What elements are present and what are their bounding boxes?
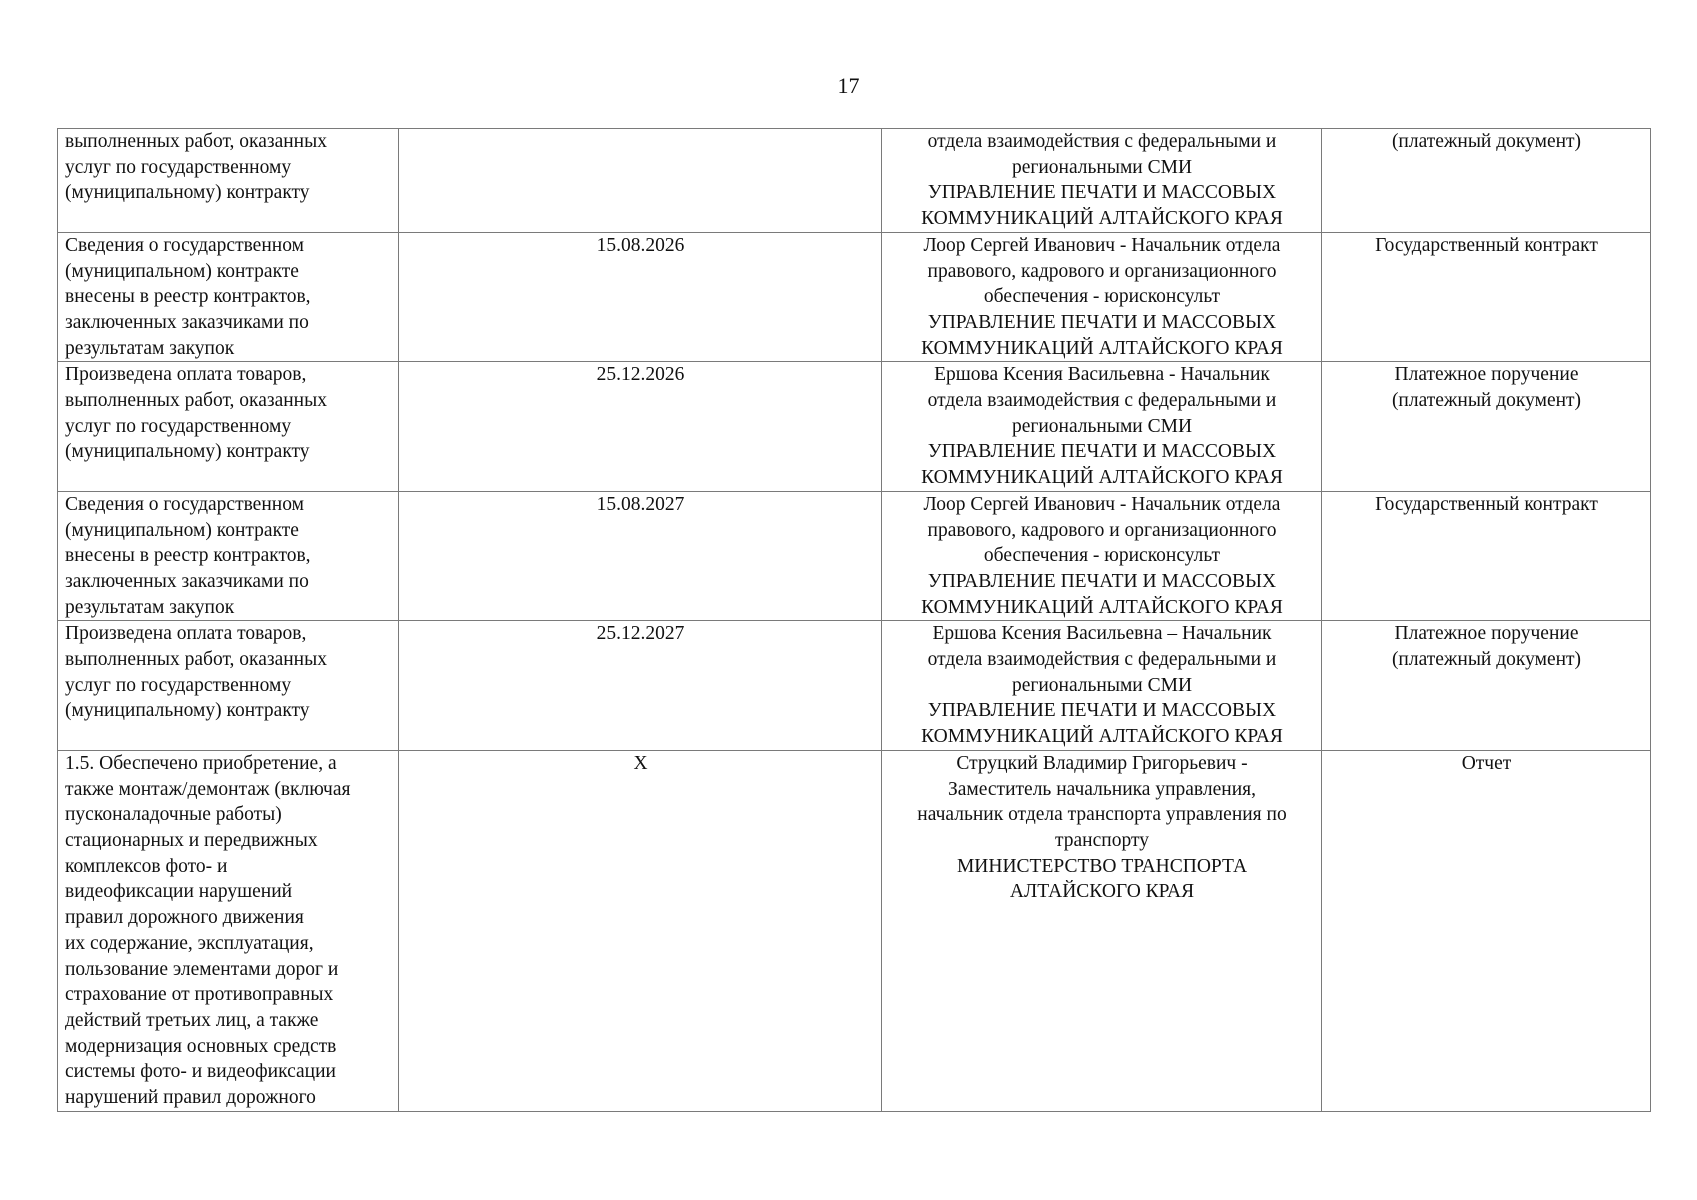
responsible-text-line: АЛТАЙСКОГО КРАЯ — [1009, 881, 1195, 903]
date-text: 15.08.2026 — [596, 234, 685, 256]
event-text-line: результатам закупок — [65, 337, 235, 359]
event-text-line: результатам закупок — [65, 596, 235, 618]
event-text-line: заключенных заказчиками по — [65, 311, 309, 333]
responsible-text-line: обеспечения - юрисконсульт — [983, 545, 1221, 567]
event-text-line: заключенных заказчиками по — [65, 570, 309, 592]
responsible-text-line: начальник отдела транспорта управления по — [917, 804, 1287, 826]
responsible-cell — [882, 491, 1322, 621]
event-text-line: также монтаж/демонтаж (включая — [65, 778, 351, 800]
date-cell — [399, 491, 882, 621]
responsible-text-line: Струцкий Владимир Григорьевич - — [956, 752, 1248, 774]
responsible-text-line: УПРАВЛЕНИЕ ПЕЧАТИ И МАССОВЫХ — [927, 570, 1277, 592]
event-cell — [58, 621, 399, 751]
date-cell — [399, 362, 882, 492]
document-cell — [1322, 362, 1651, 492]
event-text-line: (муниципальном) контракте — [65, 260, 299, 282]
event-text-line: услуг по государственному — [65, 156, 292, 178]
responsible-cell — [882, 129, 1322, 233]
page-number: 17 — [837, 73, 860, 98]
event-text-line: (муниципальному) контракту — [65, 700, 310, 722]
event-text-line: действий третьих лиц, а также — [65, 1009, 319, 1031]
responsible-cell — [882, 750, 1322, 1111]
document-cell — [1322, 232, 1651, 362]
responsible-text-line: Лоор Сергей Иванович - Начальник отдела — [923, 493, 1281, 515]
event-text-line: стационарных и передвижных — [65, 829, 318, 851]
responsible-text-line: региональными СМИ — [1011, 674, 1193, 696]
responsible-text-line: КОММУНИКАЦИЙ АЛТАЙСКОГО КРАЯ — [921, 208, 1283, 230]
document-text-line: Государственный контракт — [1375, 234, 1598, 256]
event-text-line: услуг по государственному — [65, 674, 292, 696]
document-text-line: Платежное поручение — [1394, 364, 1579, 386]
event-text-line: Произведена оплата товаров, — [65, 364, 307, 386]
event-cell — [58, 491, 399, 621]
event-text-line: пользование элементами дорог и — [65, 958, 339, 980]
event-cell — [58, 750, 399, 1111]
table-row — [58, 362, 1651, 492]
event-text-line: правил дорожного движения — [65, 907, 304, 929]
date-cell — [399, 129, 882, 233]
date-cell — [399, 750, 882, 1111]
responsible-text-line: транспорту — [1055, 829, 1149, 851]
responsible-text-line: УПРАВЛЕНИЕ ПЕЧАТИ И МАССОВЫХ — [927, 441, 1277, 463]
document-text-line: (платежный документ) — [1391, 131, 1582, 152]
responsible-cell — [882, 362, 1322, 492]
event-text-line: выполненных работ, оказанных — [65, 131, 327, 152]
responsible-text-line: обеспечения - юрисконсульт — [983, 286, 1221, 308]
document-cell — [1322, 129, 1651, 233]
event-text-line: Произведена оплата товаров, — [65, 623, 307, 645]
event-text-line: (муниципальном) контракте — [65, 519, 299, 541]
date-text: 15.08.2027 — [596, 493, 685, 515]
date-cell — [399, 232, 882, 362]
event-text-line: нарушений правил дорожного — [65, 1087, 316, 1109]
responsible-text-line: Ершова Ксения Васильевна - Начальник — [934, 364, 1270, 386]
event-text-line: (муниципальному) контракту — [65, 182, 310, 204]
responsible-text-line: Заместитель начальника управления, — [948, 778, 1256, 800]
date-cell — [399, 621, 882, 751]
event-text-line: выполненных работ, оказанных — [65, 649, 327, 671]
event-text-line: внесены в реестр контрактов, — [65, 286, 311, 308]
responsible-text-line: УПРАВЛЕНИЕ ПЕЧАТИ И МАССОВЫХ — [927, 311, 1277, 333]
event-text-line: услуг по государственному — [65, 415, 292, 437]
table-body — [58, 129, 1651, 1112]
responsible-text-line: КОММУНИКАЦИЙ АЛТАЙСКОГО КРАЯ — [921, 467, 1283, 489]
responsible-text-line: КОММУНИКАЦИЙ АЛТАЙСКОГО КРАЯ — [921, 726, 1283, 748]
responsible-text-line: правового, кадрового и организационного — [927, 519, 1277, 541]
responsible-text-line: отдела взаимодействия с федеральными и — [927, 390, 1277, 412]
event-text-line: Сведения о государственном — [65, 234, 304, 256]
responsible-text-line: УПРАВЛЕНИЕ ПЕЧАТИ И МАССОВЫХ — [927, 700, 1277, 722]
responsible-text-line: региональными СМИ — [1011, 415, 1193, 437]
event-text-line: видеофиксации нарушений — [65, 881, 293, 903]
responsible-text-line: Ершова Ксения Васильевна – Начальник — [932, 623, 1272, 645]
document-text-line: (платежный документ) — [1391, 390, 1582, 412]
date-text: 25.12.2027 — [596, 623, 685, 645]
event-text-line: внесены в реестр контрактов, — [65, 545, 311, 567]
table-row — [58, 129, 1651, 233]
table-row — [58, 750, 1651, 1111]
responsible-text-line: отдела взаимодействия с федеральными и — [927, 131, 1277, 152]
document-cell — [1322, 491, 1651, 621]
document-text-line: Платежное поручение — [1394, 623, 1579, 645]
responsible-text-line: КОММУНИКАЦИЙ АЛТАЙСКОГО КРАЯ — [921, 337, 1283, 359]
event-cell — [58, 232, 399, 362]
responsible-text-line: УПРАВЛЕНИЕ ПЕЧАТИ И МАССОВЫХ — [927, 182, 1277, 204]
event-text-line: 1.5. Обеспечено приобретение, а — [65, 752, 337, 774]
event-text-line: пусконаладочные работы) — [65, 804, 282, 826]
event-text-line: страхование от противоправных — [65, 984, 334, 1006]
responsible-cell — [882, 232, 1322, 362]
date-text: 25.12.2026 — [596, 364, 685, 386]
document-cell — [1322, 750, 1651, 1111]
responsible-text-line: правового, кадрового и организационного — [927, 260, 1277, 282]
event-text-line: системы фото- и видеофиксации — [65, 1061, 336, 1083]
event-text-line: комплексов фото- и — [65, 855, 228, 877]
event-text-line: выполненных работ, оказанных — [65, 390, 327, 412]
responsible-text-line: МИНИСТЕРСТВО ТРАНСПОРТА — [956, 855, 1248, 877]
document-text-line: Государственный контракт — [1375, 493, 1598, 515]
document-cell — [1322, 621, 1651, 751]
responsible-text-line: региональными СМИ — [1011, 156, 1193, 178]
responsible-text-line: Лоор Сергей Иванович - Начальник отдела — [923, 234, 1281, 256]
document-text-line: (платежный документ) — [1391, 649, 1582, 671]
event-text-line: Сведения о государственном — [65, 493, 304, 515]
responsible-cell — [882, 621, 1322, 751]
table-row — [58, 621, 1651, 751]
responsible-text-line: отдела взаимодействия с федеральными и — [927, 649, 1277, 671]
responsible-text-line: КОММУНИКАЦИЙ АЛТАЙСКОГО КРАЯ — [921, 596, 1283, 618]
event-text-line: (муниципальному) контракту — [65, 441, 310, 463]
document-text-line: Отчет — [1461, 752, 1512, 774]
event-text-line: их содержание, эксплуатация, — [65, 932, 314, 954]
event-text-line: модернизация основных средств — [65, 1035, 337, 1057]
event-cell — [58, 362, 399, 492]
date-text: Х — [633, 752, 648, 774]
table-row — [58, 232, 1651, 362]
plan-table — [57, 128, 1651, 1112]
event-cell — [58, 129, 399, 233]
table-row — [58, 491, 1651, 621]
